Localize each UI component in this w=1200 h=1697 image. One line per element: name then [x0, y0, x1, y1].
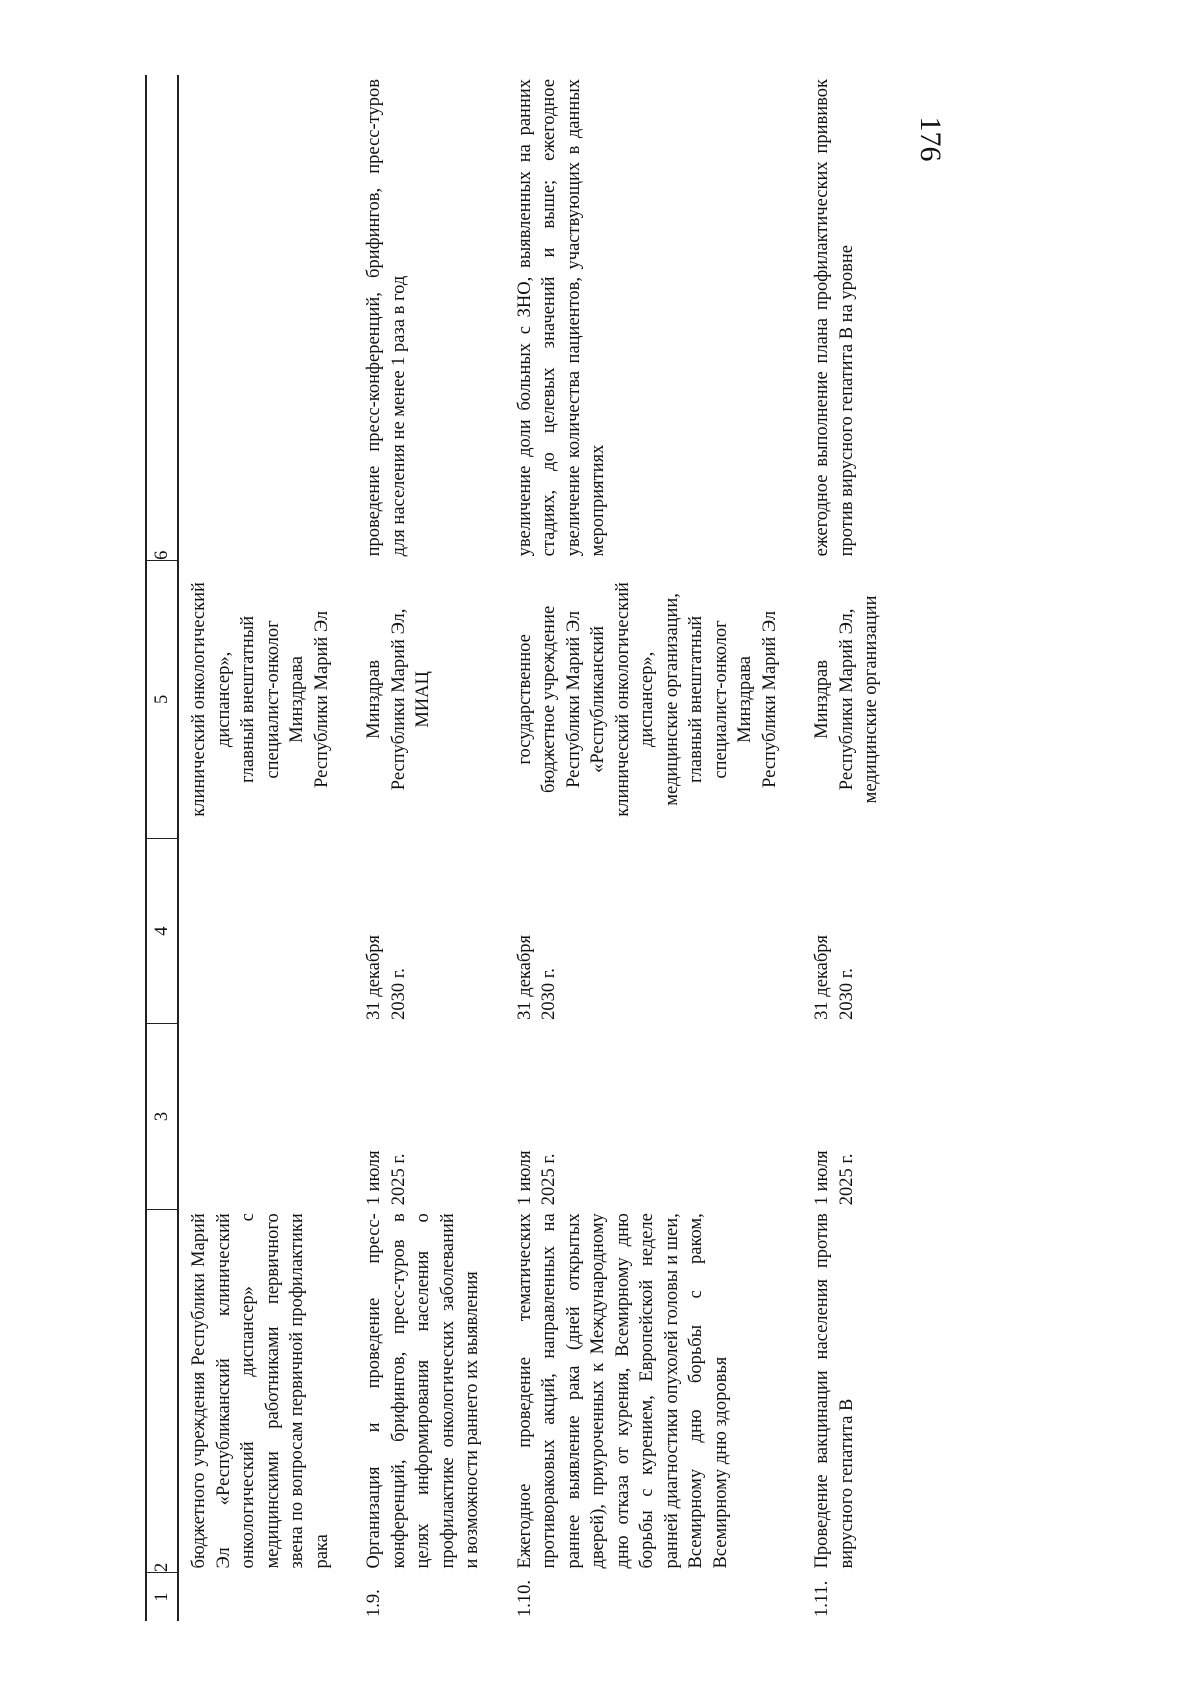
- end-date: [178, 838, 354, 1023]
- column-number-5: 5: [146, 560, 178, 838]
- event-text: Проведение вакцинации населения против вирусного гепатита В: [812, 1213, 857, 1569]
- page-number: 176: [914, 116, 947, 162]
- column-number-2: 2: [146, 1209, 178, 1572]
- result-text: увеличение доли больных с ЗНО, выявленных на ранних стадиях, до целевых значений и выше; ежегодное увеличение количества пациентов, участвующих в данных мероприятиях: [514, 79, 608, 557]
- column-number-3: 3: [146, 1024, 178, 1209]
- end-date: 31 декабря 2030 г.: [514, 934, 559, 1020]
- start-date: [178, 1024, 354, 1209]
- column-number-row: [146, 75, 178, 1621]
- table-row: [505, 75, 803, 1621]
- table-row: [178, 75, 354, 1621]
- document-table-sheet: [145, 75, 1055, 1621]
- responsible-text: клинический онкологический диспансер», главный внештатный специалист-онколог Минздрава Республики Марий Эл: [189, 582, 332, 817]
- column-number-4: 4: [146, 838, 178, 1023]
- table-row: [802, 75, 904, 1621]
- measures-table: [145, 75, 904, 1621]
- result-text: проведение пресс-конференций, брифингов, пресс-туров для населения не менее 1 раза в год: [364, 79, 409, 557]
- start-date: 1 июля 2025 г.: [364, 1150, 409, 1206]
- column-number-6: 6: [146, 75, 178, 560]
- column-number-1: 1: [146, 1573, 178, 1621]
- event-text: Организация и проведение пресс-конференций, брифингов, пресс-туров в целях информирования населения о профилактике онкологических заболеваний и возможности раннего их выявления: [364, 1213, 482, 1569]
- end-date: 31 декабря 2030 г.: [812, 934, 857, 1020]
- table-row: [354, 75, 505, 1621]
- row-number: 1.9.: [364, 1589, 384, 1617]
- start-date: 1 июля 2025 г.: [514, 1150, 559, 1206]
- responsible-text: Минздрав Республики Марий Эл, медицинские организации: [812, 595, 881, 804]
- result-text: [178, 75, 354, 560]
- row-number: 1.10.: [514, 1580, 535, 1617]
- responsible-text: Минздрав Республики Марий Эл, МИАЦ: [364, 608, 433, 791]
- event-text: Ежегодное проведение тематических противораковых акций, направленных на раннее выявление рака (дней открытых дверей), приуроченных к Международному дню отказа от курения, Всемирному дню борьбы с курением, Европейской неделе ранней диагностики опухолей головы и шеи, Всемирному дню борьбы с раком, Всемирному дню здоровья: [514, 1213, 731, 1569]
- start-date: 1 июля 2025 г.: [812, 1150, 857, 1206]
- row-number: [178, 1573, 354, 1621]
- event-text: бюджетного учреждения Республики Марий Эл «Республиканский клинический онкологический диспансер» с медицинскими работниками первичного звена по вопросам первичной профилактики рака: [189, 1213, 332, 1569]
- row-number: 1.11.: [812, 1580, 832, 1617]
- responsible-text: государственное бюджетное учреждение Республики Марий Эл «Республиканский клинический онкологический диспансер», медицинские организации, главный внештатный специалист-онколог Минздрава Республики Марий Эл: [514, 582, 780, 817]
- result-text: ежегодное выполнение плана профилактических прививок против вирусного гепатита В на уровне: [812, 79, 857, 557]
- end-date: 31 декабря 2030 г.: [364, 934, 409, 1020]
